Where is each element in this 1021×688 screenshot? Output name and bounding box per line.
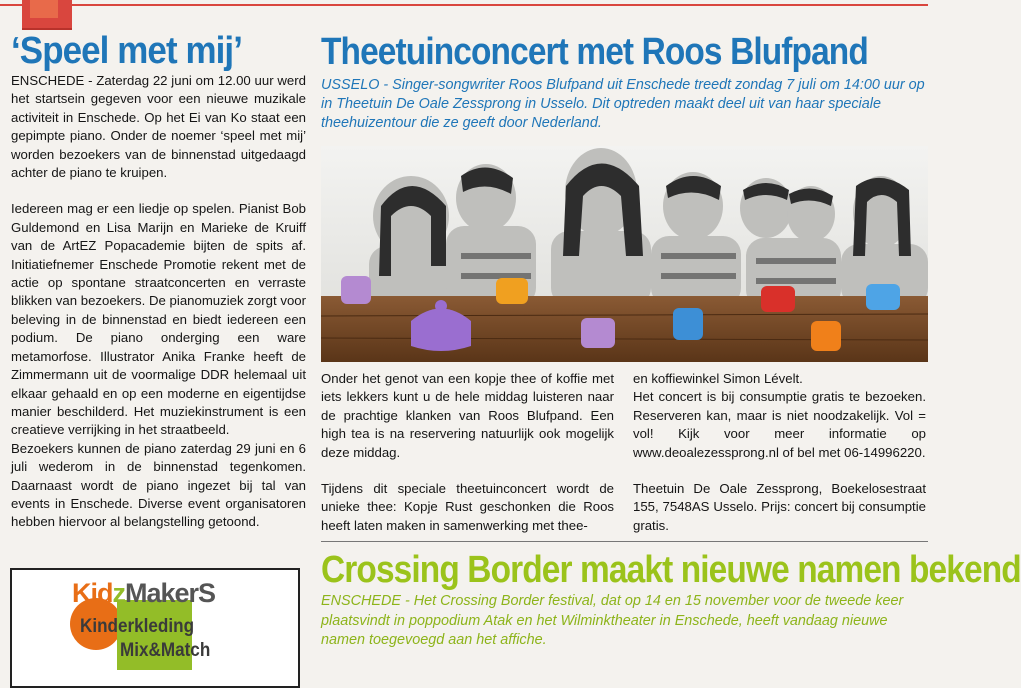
- crossing-border-title: Crossing Border maakt nieuwe namen bekend: [321, 549, 1021, 591]
- main-article-paragraph: Het concert is bij consumptie gratis te bezoeken. Reserveren kan, maar is niet noodzakelijk. Vol = vol! Kijk voor meer informatie op www.deoalezessprong.nl of bel met 06-14996220.: [633, 389, 926, 460]
- left-article: [11, 30, 306, 532]
- ad-line-1: Kinderkleding: [80, 616, 195, 637]
- main-article-paragraph: Tijdens dit speciale theetuinconcert wordt de unieke thee: Kopje Rust geschonken die Roos heeft laten maken in samenwerking met thee-: [321, 481, 614, 533]
- article-divider: [321, 541, 928, 542]
- left-article-paragraph: Bezoekers kunnen de piano zaterdag 29 juni en 6 juli wederom in de binnenstad tegenkomen. Daarnaast wordt de piano ingezet bij tal van events in Enschede. Diverse event organisatoren hebben hiervoor al belangstelling getoond.: [11, 440, 306, 530]
- ad-line-2: Mix&Match: [120, 640, 211, 661]
- main-article-column-1: [321, 370, 614, 535]
- band-photo: [321, 146, 928, 362]
- band-photo-illustration: [321, 146, 928, 362]
- left-article-paragraph: ENSCHEDE - Zaterdag 22 juni om 12.00 uur werd het startsein gegeven voor een nieuwe muzikale activiteit in Enschede. Op het Ei van Ko staat een gepimpte piano. Onder de noemer ‘speel met mij’ worden bezoekers van de binnenstad uitgedaagd achter de piano te kruipen.: [11, 73, 306, 181]
- main-article-title: Theetuinconcert met Roos Blufpand: [321, 31, 868, 73]
- main-article-paragraph: Onder het genot van een kopje thee of koffie met iets lekkers kunt u de hele middag luisteren naar de prachtige klanken van Roos Blufpand. Een high tea is na reservering natuurlijk ook mogelijk deze middag.: [321, 371, 614, 460]
- crossing-border-lead: ENSCHEDE - Het Crossing Border festival, dat op 14 en 15 november voor de tweede keer plaatsvindt in poppodium Atak en het Wilminktheater in Enschede, heeft vandaag nieuwe namen toegevoegd aan het affiche.: [321, 593, 904, 649]
- crossing-border-article: [321, 548, 1021, 651]
- main-article-lead: USSELO - Singer-songwriter Roos Blufpand uit Enschede treedt zondag 7 juli om 14:00 uur op in Theetuin De Oale Zessprong in Usselo. Dit optreden maakt deel uit van haar speciale theehuizentour die ze geeft door Nederland.: [321, 77, 925, 132]
- left-article-title: ‘Speel met mij’: [11, 30, 243, 72]
- top-rule: [0, 4, 928, 6]
- main-article-column-2: [633, 370, 926, 535]
- kidzmakers-ad[interactable]: [10, 568, 300, 688]
- ad-brand-logo: KidzMakerS: [72, 578, 216, 608]
- left-article-paragraph: Iedereen mag er een liedje op spelen. Pianist Bob Guldemond en Lisa Marijn en Marieke de Kruiff van de ArtEZ Popacademie bijten de spits af. Initiatiefnemer Enschede Promotie rekent met de actie op spontane straatconcerten en verraste blikken van bezoekers. De pianomuziek zorgt voor beleving in de binnenstad en biedt iedereen een podium. De piano onderging een ware metamorfose. Illustrator Anika Franke heeft de Zimmermann uit de voormalige DDR helemaal uit elkaar gehaald en op een moderne en eigentijdse manier beschilderd. Het muziekinstrument is een creatieve verrijking in het straatbeeld.: [11, 201, 306, 438]
- main-article-header: [321, 30, 926, 134]
- main-article-paragraph: Theetuin De Oale Zessprong, Boekelosestraat 155, 7548AS Usselo. Prijs: concert bij consumptie gratis.: [633, 481, 926, 533]
- section-corner-tab: [22, 0, 72, 30]
- main-article-paragraph: en koffiewinkel Simon Lévelt.: [633, 371, 803, 386]
